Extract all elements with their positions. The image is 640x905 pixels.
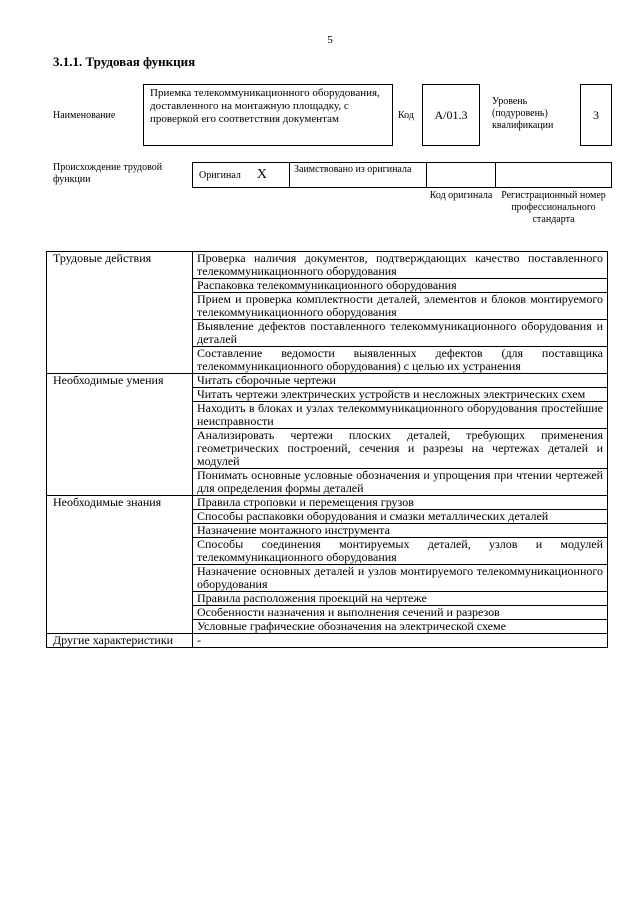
function-code-box: А/01.3	[422, 84, 480, 146]
knowledge-item: Правила строповки и перемещения грузов	[193, 496, 608, 510]
original-box	[192, 162, 290, 188]
reg-number-box	[495, 162, 612, 188]
other-value: -	[193, 634, 608, 648]
knowledge-label: Необходимые знания	[47, 496, 193, 634]
skills-item: Читать сборочные чертежи	[193, 374, 608, 388]
knowledge-item: Способы соединения монтируемых деталей, узлов и модулей телекоммуникационного оборудования	[193, 538, 608, 565]
code-original-box	[426, 162, 496, 188]
original-mark: X	[256, 167, 268, 182]
original-label: Оригинал	[199, 169, 241, 181]
level-box: 3	[580, 84, 612, 146]
actions-item: Распаковка телекоммуникационного оборудования	[193, 279, 608, 293]
skills-item: Находить в блоках и узлах телекоммуникационного оборудования простейшие неисправности	[193, 402, 608, 429]
other-label: Другие характеристики	[47, 634, 193, 648]
actions-item: Прием и проверка комплектности деталей, элементов и блоков монтируемого телекоммуникационного оборудования	[193, 293, 608, 320]
knowledge-item: Назначение монтажного инструмента	[193, 524, 608, 538]
actions-item: Составление ведомости выявленных дефектов (для поставщика телекоммуникационного оборудования) с целью их устранения	[193, 347, 608, 374]
code-label: Код	[398, 110, 414, 121]
name-label: Наименование	[53, 110, 116, 121]
skills-item: Читать чертежи электрических устройств и несложных электрических схем	[193, 388, 608, 402]
skills-item: Понимать основные условные обозначения и упрощения при чтении чертежей для определения формы деталей	[193, 469, 608, 496]
knowledge-item: Способы распаковки оборудования и смазки металлических деталей	[193, 510, 608, 524]
table-row	[47, 252, 608, 279]
code-original-caption: Код оригинала	[429, 190, 493, 201]
actions-item: Проверка наличия документов, подтверждающих качество поставленного телекоммуникационного оборудования	[193, 252, 608, 279]
skills-label: Необходимые умения	[47, 374, 193, 496]
reg-number-caption: Регистрационный номер профессионального стандарта	[501, 190, 606, 225]
knowledge-item: Условные графические обозначения на электрической схеме	[193, 620, 608, 634]
function-name-box: Приемка телекоммуникационного оборудования, доставленного на монтажную площадку, с проверкой его соответствия документам	[143, 84, 393, 146]
knowledge-item: Правила расположения проекций на чертеже	[193, 592, 608, 606]
knowledge-item: Особенности назначения и выполнения сечений и разрезов	[193, 606, 608, 620]
function-table	[46, 251, 608, 648]
table-row	[47, 634, 608, 648]
actions-item: Выявление дефектов поставленного телекоммуникационного оборудования и деталей	[193, 320, 608, 347]
table-row	[47, 496, 608, 510]
section-title: 3.1.1. Трудовая функция	[53, 54, 196, 69]
table-row	[47, 374, 608, 388]
level-label: Уровень (подуровень) квалификации	[492, 96, 554, 131]
knowledge-item: Назначение основных деталей и узлов монтируемого телекоммуникационного оборудования	[193, 565, 608, 592]
actions-label: Трудовые действия	[47, 252, 193, 374]
borrowed-box: Заимствовано из оригинала	[289, 162, 427, 188]
page-number: 5	[327, 34, 333, 46]
origin-label: Происхождение трудовой функции	[53, 162, 163, 185]
skills-item: Анализировать чертежи плоских деталей, требующих применения геометрических построений, сечения и разрезы на чертежах деталей и модулей	[193, 429, 608, 469]
